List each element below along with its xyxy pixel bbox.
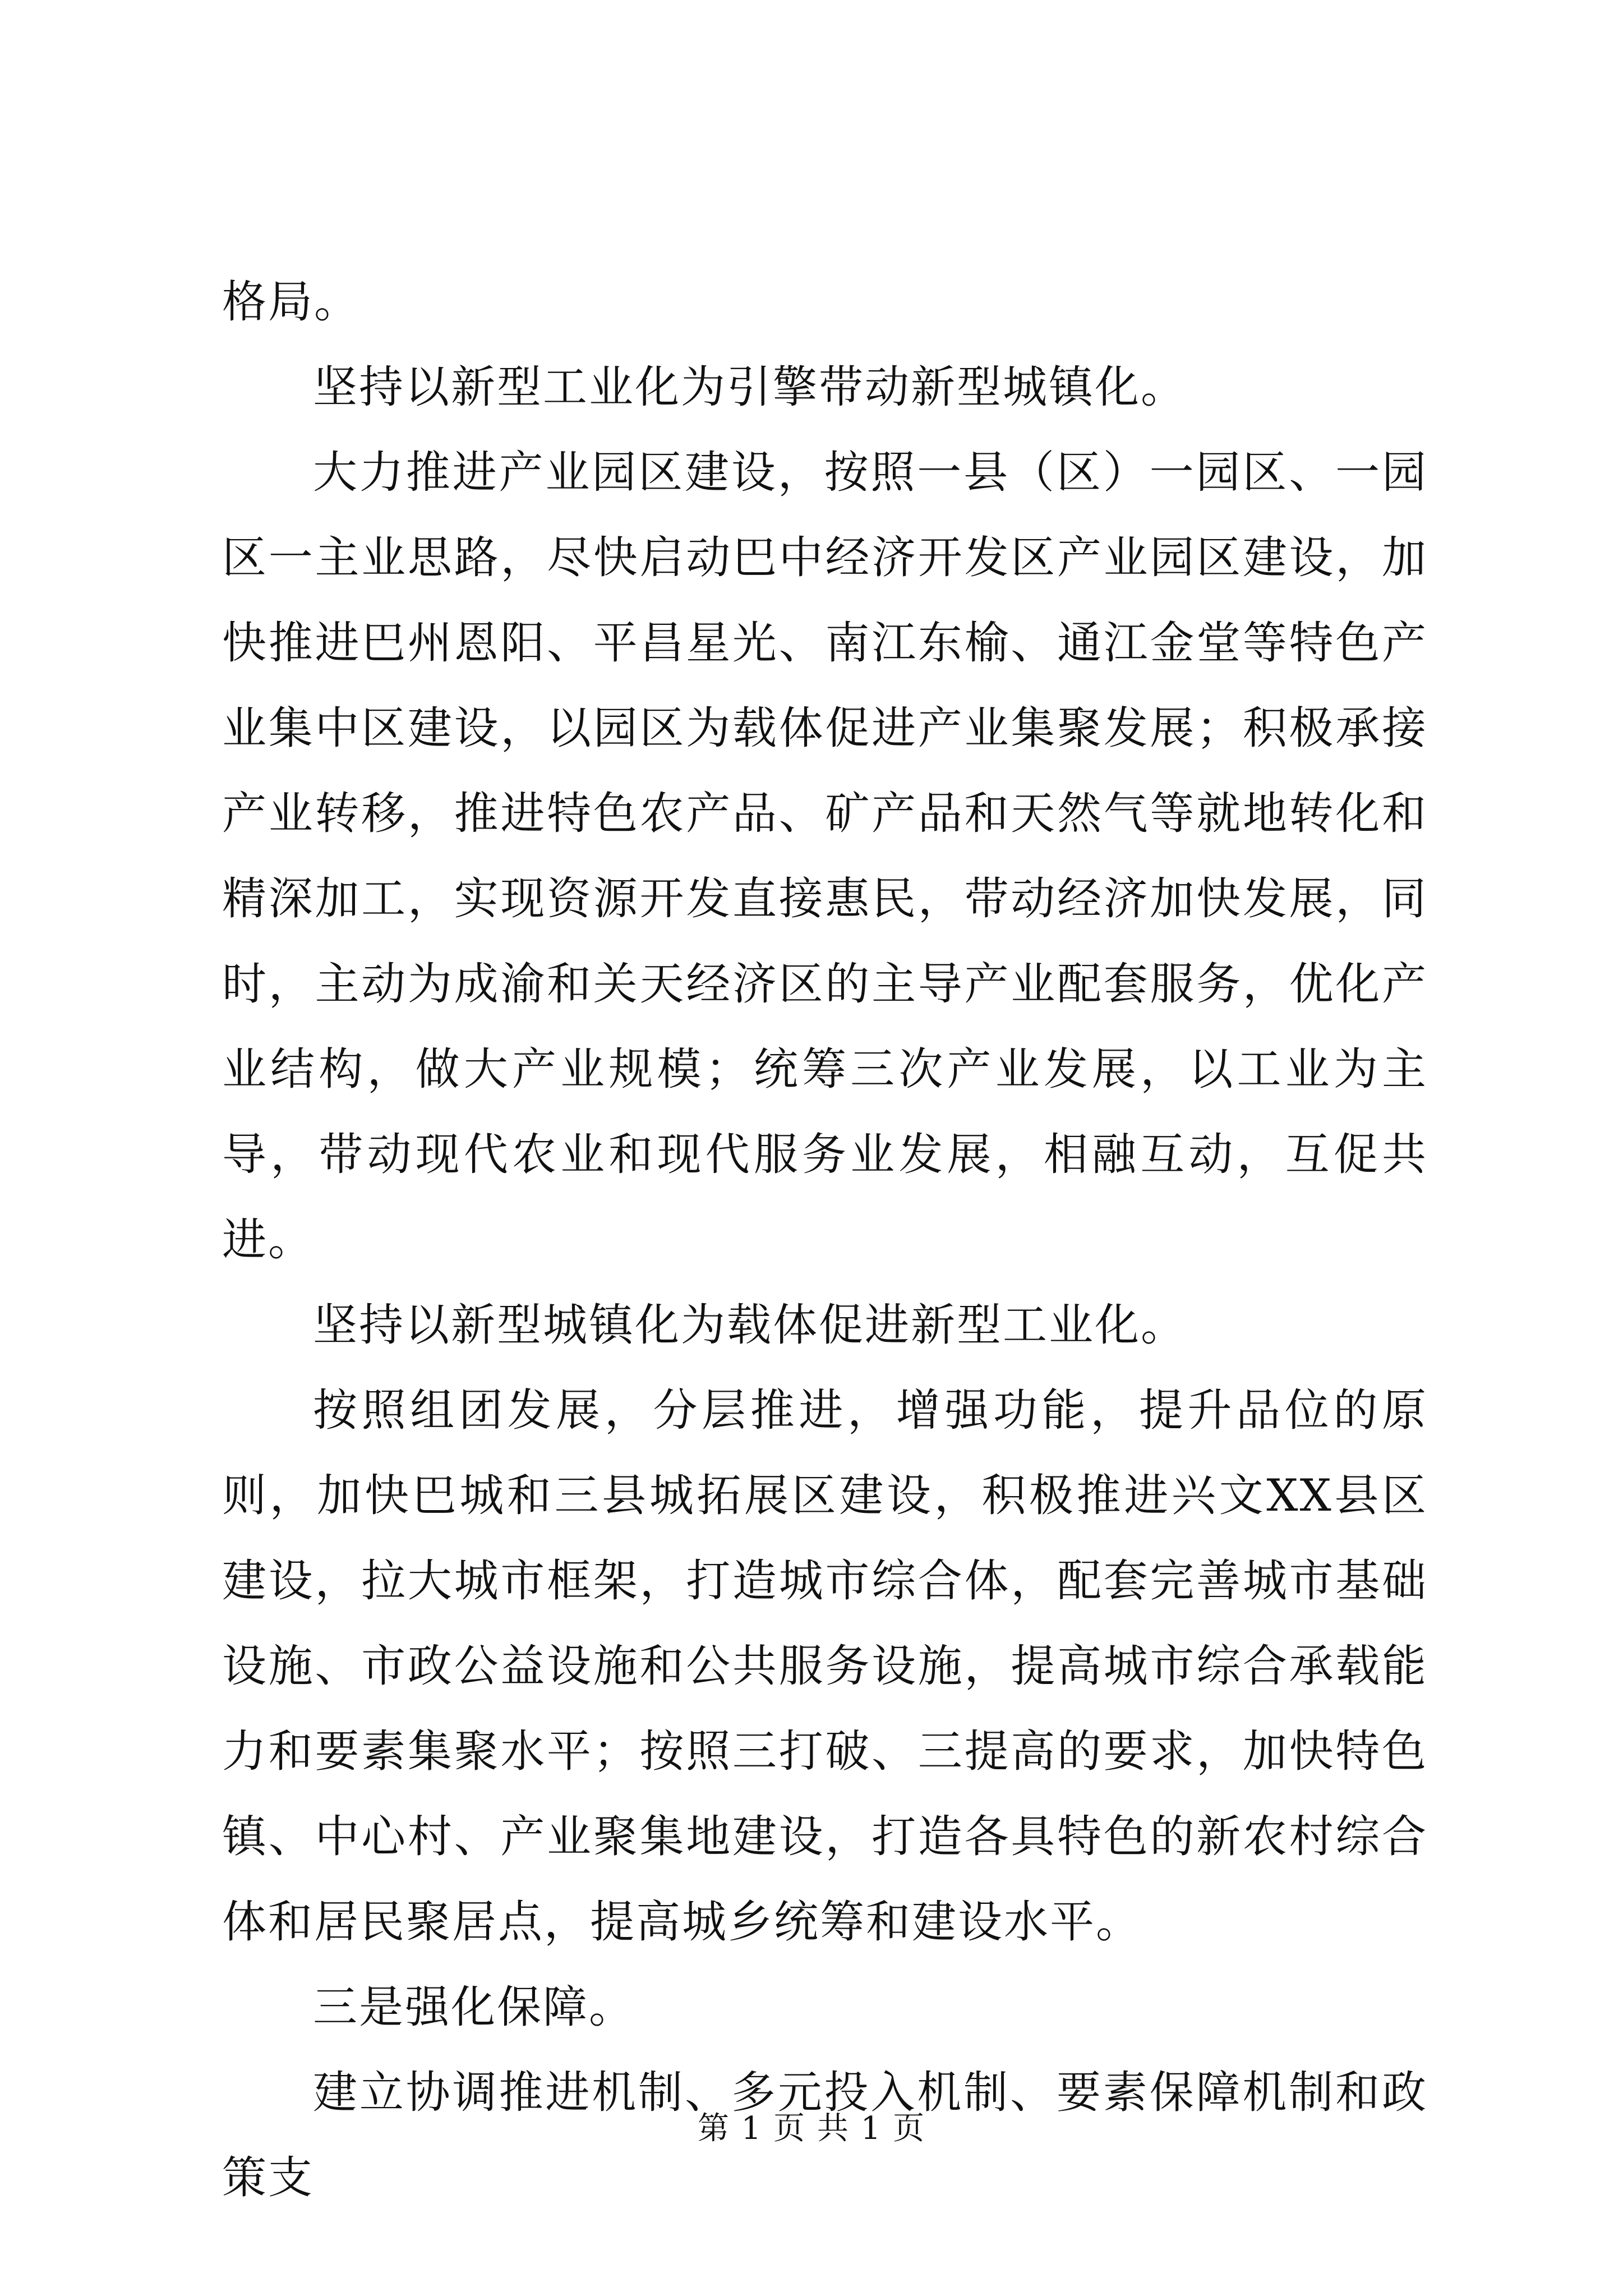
paragraph-3: 大力推进产业园区建设，按照一县（区）一园区、一园区一主业思路，尽快启动巴中经济开发区产业园区建设，加快推进巴州恩阳、平昌星光、南江东榆、通江金堂等特色产业集中区建设，以园区为载体促进产业集聚发展；积极承接产业转移，推进特色农产品、矿产品和天然气等就地转化和精深加工，实现资源开发直接惠民，带动经济加快发展，同时，主动为成渝和关天经济区的主导产业配套服务，优化产业结构，做大产业规模；统筹三次产业发展，以工业为主导，带动现代农业和现代服务业发展，相融互动，互促共进。 bbox=[222, 447, 1428, 1266]
page-footer: 第 1 页 共 1 页 bbox=[697, 2110, 926, 2147]
paragraph-7: 建立协调推进机制、多元投入机制、要素保障机制和政策支 bbox=[222, 2067, 1428, 2203]
document-body bbox=[222, 259, 1428, 2220]
paragraph-2: 坚持以新型工业化为引擎带动新型城镇化。 bbox=[313, 361, 1187, 413]
paragraph-5: 按照组团发展，分层推进，增强功能，提升品位的原则，加快巴城和三县城拓展区建设，积极推进兴文XX县区建设，拉大城市框架，打造城市综合体，配套完善城市基础设施、市政公益设施和公共服务设施，提高城市综合承载能力和要素集聚水平；按照三打破、三提高的要求，加快特色镇、中心村、产业聚集地建设，打造各具特色的新农村综合体和居民聚居点，提高城乡统筹和建设水平。 bbox=[222, 1384, 1428, 1948]
paragraph-6: 三是强化保障。 bbox=[313, 1981, 635, 2033]
paragraph-4: 坚持以新型城镇化为载体促进新型工业化。 bbox=[313, 1299, 1187, 1351]
paragraph-1: 格局。 bbox=[222, 276, 360, 328]
